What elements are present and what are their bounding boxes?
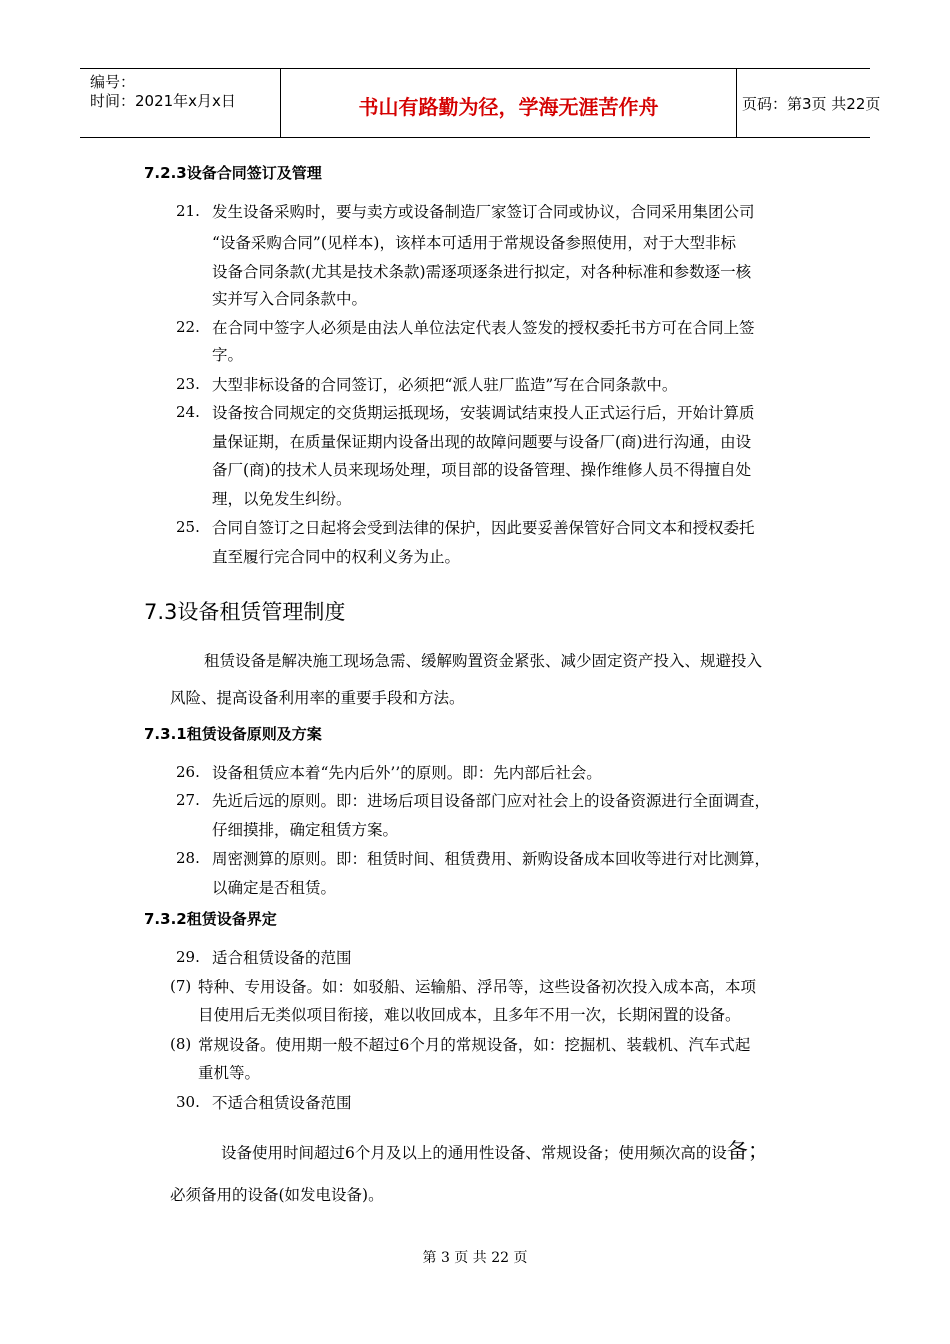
item-number: 28. — [176, 849, 200, 867]
sub-item-number: (8) — [170, 1035, 192, 1053]
item-line: “设备采购合同”(见样本)，该样本可适用于常规设备参照使用，对于大型非标 — [212, 234, 736, 252]
item-line: 合同自签订之日起将会受到法律的保护，因此要妥善保管好合同文本和授权委托 — [212, 519, 755, 537]
sub-item-number: (7) — [170, 977, 192, 995]
item-number: 30. — [176, 1093, 200, 1111]
item-line: 设备租赁应本着“先内后外’’的原则。即：先内部后社会。 — [212, 764, 602, 782]
date-label: 时间：2021年x月x日 — [90, 92, 236, 110]
item-line: 周密测算的原则。即：租赁时间、租赁费用、新购设备成本回收等进行对比测算， — [212, 850, 771, 868]
item-line: 以确定是否租赁。 — [212, 879, 337, 897]
item-line: 在合同中签字人必须是由法人单位法定代表人签发的授权委托书方可在合同上签 — [212, 319, 755, 337]
item-line: 直至履行完合同中的权利义务为止。 — [212, 548, 461, 566]
page-footer: 第 3 页 共 22 页 — [422, 1250, 528, 1266]
item-line: 先近后远的原则。即：进场后项目设备部门应对社会上的设备资源进行全面调查， — [212, 792, 771, 810]
paragraph-text-large: 备； — [726, 1139, 769, 1163]
item-line: 量保证期，在质量保证期内设备出现的故障问题要与设备厂(商)进行沟通，由设 — [212, 433, 752, 451]
header-info-cell — [80, 69, 280, 137]
sub-item-line: 常规设备。使用期一般不超过6个月的常规设备，如：挖掘机、装载机、汽车式起 — [198, 1036, 751, 1054]
sub-item-line: 重机等。 — [198, 1064, 261, 1082]
page-number-label: 页码：第3页 共22页 — [742, 95, 881, 113]
header-page-cell — [736, 69, 881, 137]
item-number: 21. — [176, 202, 200, 220]
item-line: 大型非标设备的合同签订，必须把“派人驻厂监造”写在合同条款中。 — [212, 376, 678, 394]
item-line: 仔细摸排，确定租赁方案。 — [212, 821, 399, 839]
item-number: 23. — [176, 375, 200, 393]
item-line: 理，以免发生纠纷。 — [212, 490, 352, 508]
section-heading-7-3: 7.3设备租赁管理制度 — [144, 600, 346, 624]
item-number: 24. — [176, 403, 200, 421]
section-heading-7-3-2: 7.3.2租赁设备界定 — [144, 910, 277, 928]
intro-line: 风险、提高设备利用率的重要手段和方法。 — [170, 689, 465, 707]
item-number: 25. — [176, 518, 200, 536]
item-line: 发生设备采购时，要与卖方或设备制造厂家签订合同或协议，合同采用集团公司 — [212, 203, 755, 221]
item-line: 不适合租赁设备范围 — [212, 1094, 352, 1112]
item-number: 29. — [176, 948, 200, 966]
intro-line: 租赁设备是解决施工现场急需、缓解购置资金紧张、减少固定资产投入、规避投入 — [204, 652, 763, 670]
doc-number-label: 编号： — [90, 73, 136, 91]
section-heading-7-3-1: 7.3.1租赁设备原则及方案 — [144, 725, 322, 743]
header-motto-cell — [280, 69, 737, 137]
paragraph-text: 设备使用时间超过6个月及以上的通用性设备、常规设备；使用频次高的设 — [221, 1144, 727, 1162]
item-line: 设备合同条款(尤其是技术条款)需逐项逐条进行拟定，对各种标准和参数逐一核 — [212, 263, 752, 281]
item-line: 备厂(商)的技术人员来现场处理，项目部的设备管理、操作维修人员不得擅自处 — [212, 461, 752, 479]
sub-item-line: 目使用后无类似项目衔接，难以收回成本，且多年不用一次，长期闲置的设备。 — [198, 1006, 741, 1024]
item-line: 实并写入合同条款中。 — [212, 290, 368, 308]
item-line: 适合租赁设备的范围 — [212, 949, 352, 967]
item-number: 27. — [176, 791, 200, 809]
paragraph-line: 必须备用的设备(如发电设备)。 — [170, 1186, 384, 1204]
sub-item-line: 特种、专用设备。如：如驳船、运输船、浮吊等，这些设备初次投入成本高，本项 — [198, 978, 757, 996]
section-heading-7-2-3: 7.2.3设备合同签订及管理 — [144, 164, 322, 182]
motto: 书山有路勤为径，学海无涯苦作舟 — [358, 95, 659, 119]
item-number: 22. — [176, 318, 200, 336]
item-line: 设备按合同规定的交货期运抵现场，安装调试结束投人正式运行后，开始计算质 — [212, 404, 755, 422]
paragraph-line — [221, 1135, 769, 1165]
item-line: 字。 — [212, 346, 244, 364]
item-number: 26. — [176, 763, 200, 781]
page-header — [80, 68, 881, 138]
